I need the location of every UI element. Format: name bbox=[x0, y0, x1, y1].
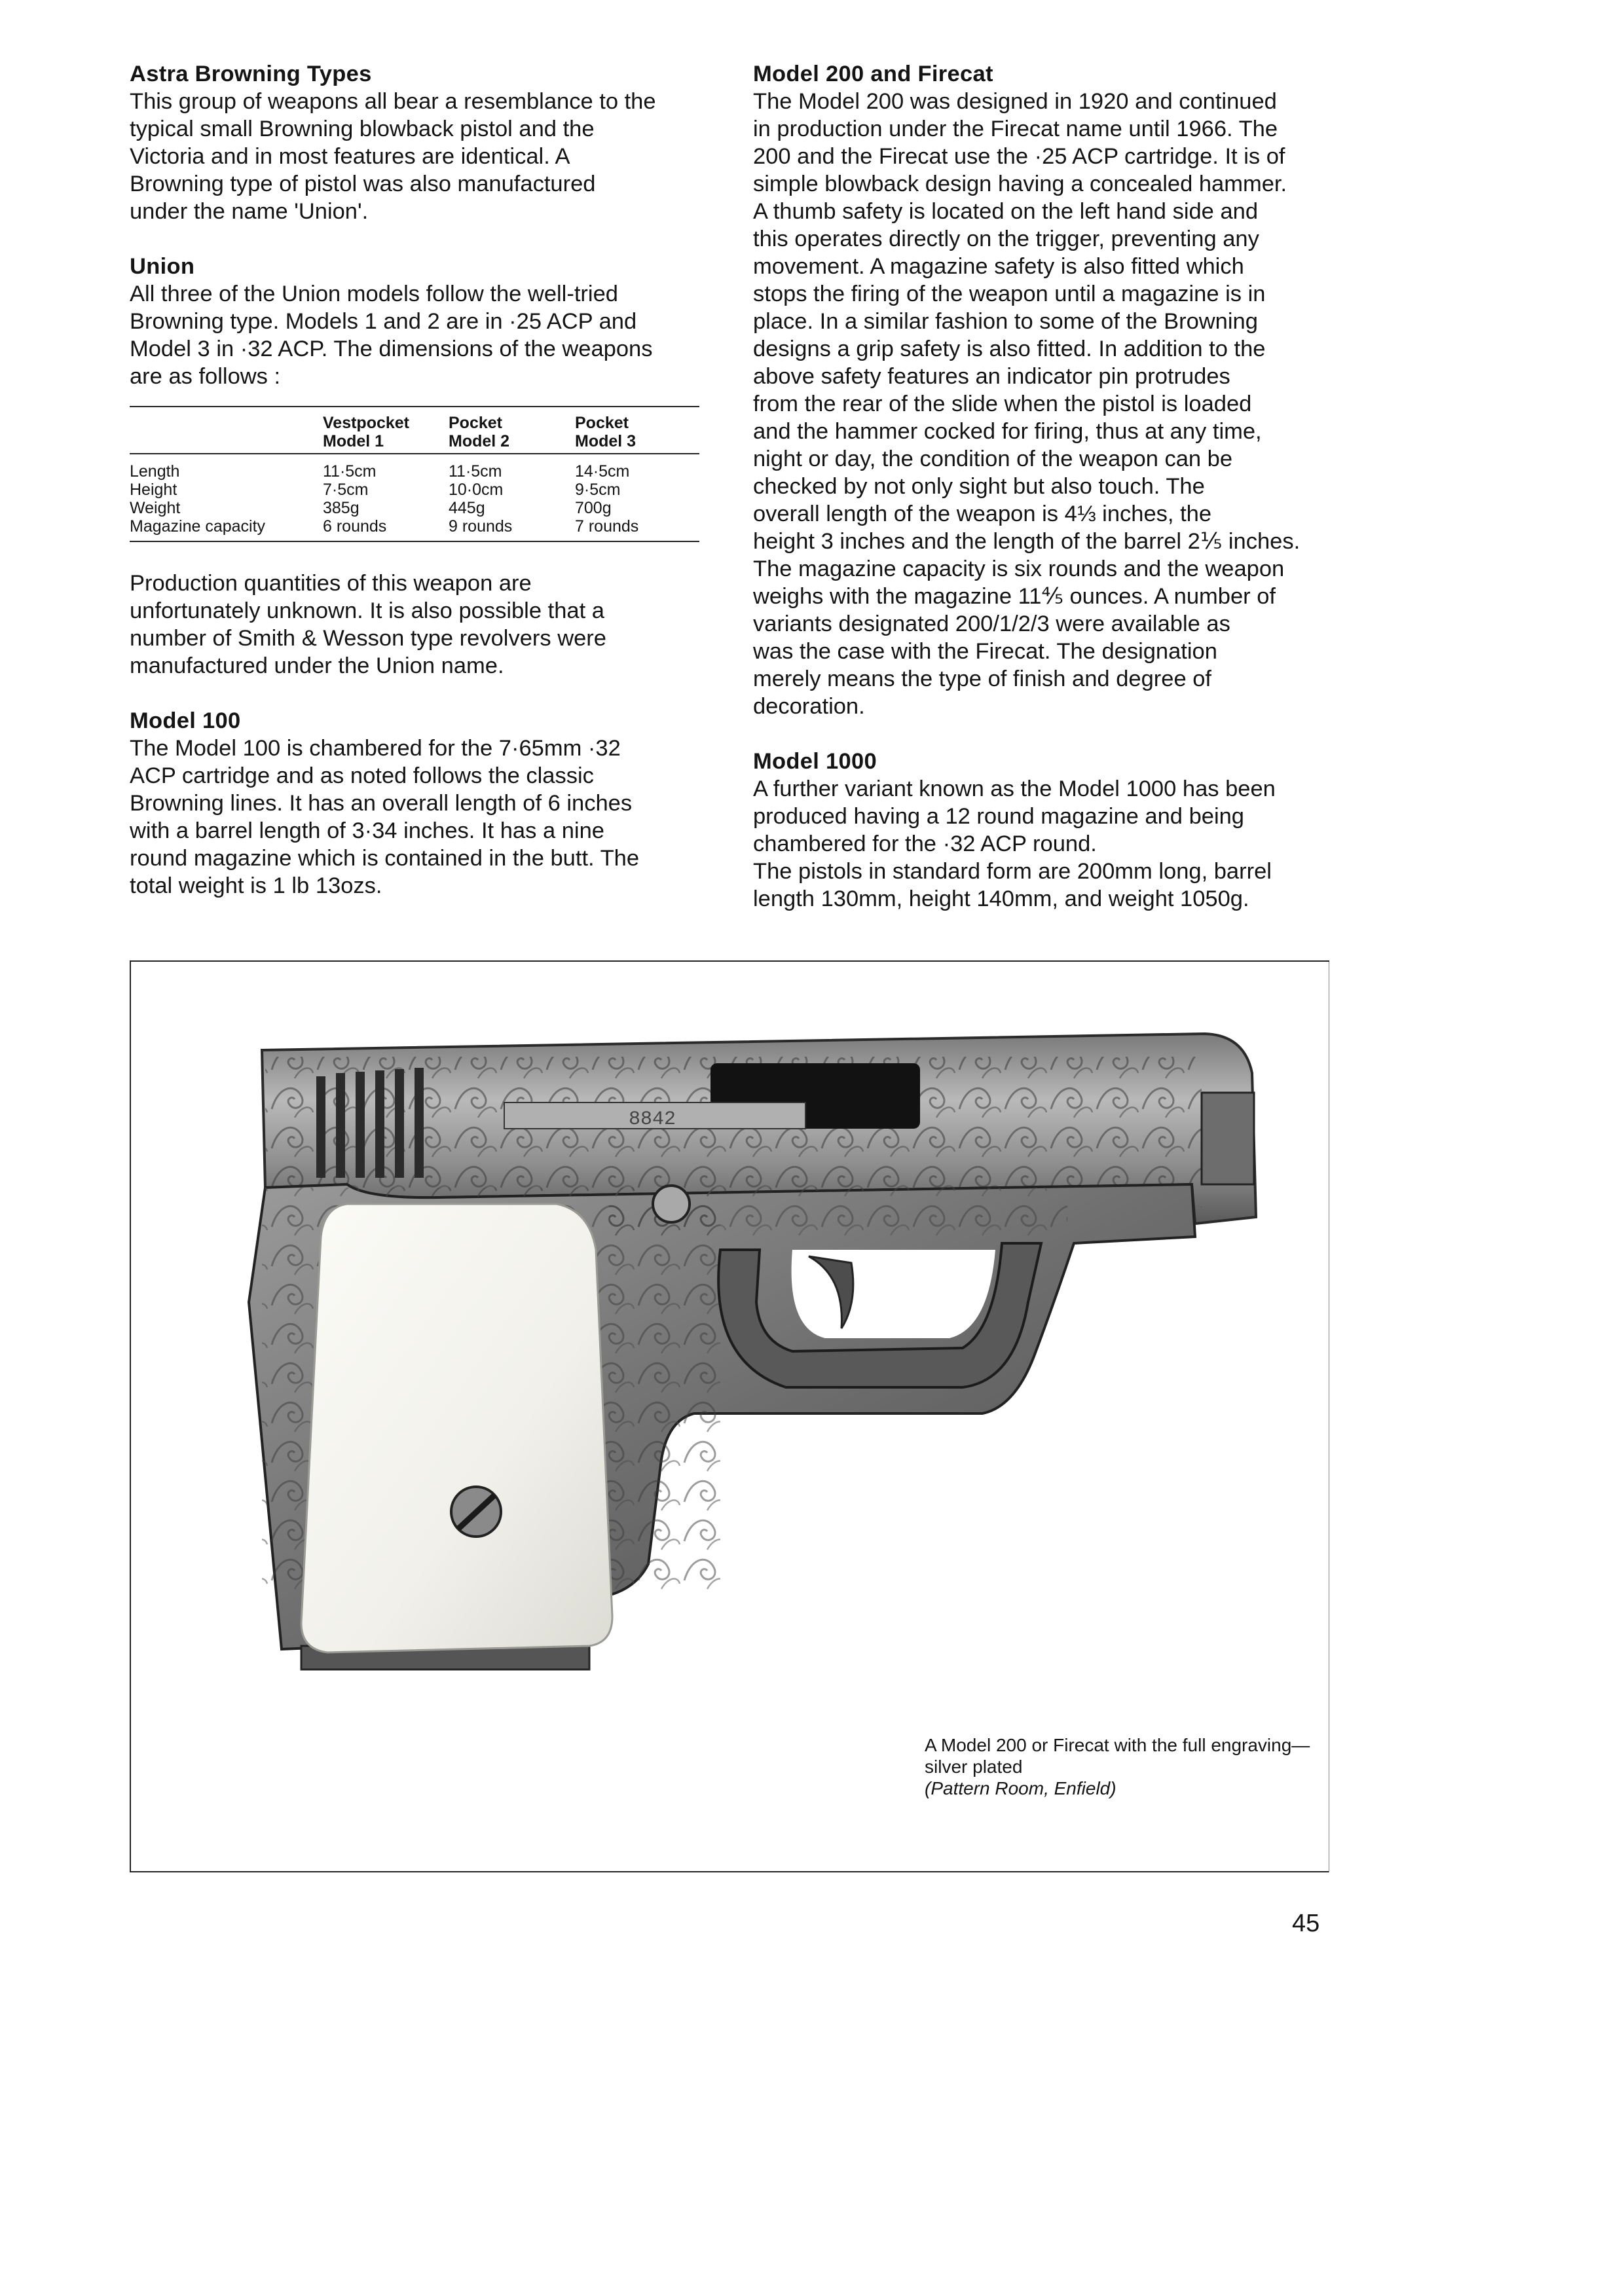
model200-line: overall length of the weapon is 4⅓ inches, the bbox=[753, 501, 1212, 526]
model200-line: night or day, the condition of the weapon can be bbox=[753, 446, 1233, 471]
section-heading-model-100: Model 100 bbox=[130, 708, 241, 733]
production-line-4: manufactured under the Union name. bbox=[130, 653, 504, 678]
thumb-safety-pin bbox=[653, 1186, 690, 1222]
union-dimensions-table bbox=[130, 406, 699, 542]
model200-line: in production under the Firecat name until 1966. The bbox=[753, 117, 1278, 141]
model1000-line: The pistols in standard form are 200mm long, barrel bbox=[753, 859, 1272, 884]
model200-line: variants designated 200/1/2/3 were available as bbox=[753, 611, 1230, 636]
model1000-line: chambered for the ·32 ACP round. bbox=[753, 831, 1097, 856]
model200-line: decoration. bbox=[753, 694, 865, 719]
model100-line-4: with a barrel length of 3·34 inches. It has a nine bbox=[130, 818, 604, 843]
astra-line-5: under the name 'Union'. bbox=[130, 199, 369, 224]
astra-line-4: Browning type of pistol was also manufactured bbox=[130, 172, 596, 196]
model200-line: was the case with the Firecat. The designation bbox=[753, 639, 1217, 664]
table-header-col-2: Pocket Model 2 bbox=[449, 414, 575, 454]
model200-line: this operates directly on the trigger, preventing any bbox=[753, 227, 1259, 251]
union-line-4: are as follows : bbox=[130, 364, 281, 389]
table-row: Height 7·5cm 10·0cm 9·5cm bbox=[130, 481, 621, 499]
table-header-col-3: Pocket Model 3 bbox=[575, 414, 699, 454]
model200-line: A thumb safety is located on the left hand side and bbox=[753, 199, 1259, 224]
model1000-line: length 130mm, height 140mm, and weight 1050g. bbox=[753, 886, 1249, 911]
model200-line: place. In a similar fashion to some of the Browning bbox=[753, 309, 1258, 334]
section-heading-union: Union bbox=[130, 254, 195, 279]
right-column bbox=[753, 60, 1329, 913]
model100-line-3: Browning lines. It has an overall length of 6 inches bbox=[130, 791, 633, 816]
model200-line: above safety features an indicator pin protrudes bbox=[753, 364, 1230, 389]
production-line-3: number of Smith & Wesson type revolvers were bbox=[130, 626, 606, 651]
model1000-line: produced having a 12 round magazine and being bbox=[753, 804, 1244, 829]
astra-line-1: This group of weapons all bear a resemblance to the bbox=[130, 89, 656, 114]
union-line-3: Model 3 in ·32 ACP. The dimensions of the weapons bbox=[130, 337, 653, 361]
section-heading-model-1000: Model 1000 bbox=[753, 749, 877, 774]
model200-line: from the rear of the slide when the pistol is loaded bbox=[753, 392, 1252, 416]
model1000-line: A further variant known as the Model 1000 has been bbox=[753, 776, 1276, 801]
figure-caption bbox=[925, 1734, 1331, 1799]
model200-line: movement. A magazine safety is also fitted which bbox=[753, 254, 1244, 279]
model200-line: height 3 inches and the length of the barrel 2⅕ inches. bbox=[753, 529, 1301, 554]
model200-line: The magazine capacity is six rounds and the weapon bbox=[753, 556, 1285, 581]
figure-frame bbox=[130, 960, 1329, 1872]
model200-line: simple blowback design having a concealed hammer. bbox=[753, 172, 1287, 196]
model100-line-6: total weight is 1 lb 13ozs. bbox=[130, 873, 382, 898]
barrel-muzzle bbox=[1202, 1093, 1254, 1184]
model200-line: The Model 200 was designed in 1920 and continued bbox=[753, 89, 1277, 114]
table-row: Length 11·5cm 11·5cm 14·5cm bbox=[130, 462, 630, 481]
table-row: Magazine capacity 6 rounds 9 rounds 7 rounds bbox=[130, 517, 639, 536]
slide-serial-marking: 8842 bbox=[629, 1108, 676, 1131]
table-row: Weight 385g 445g 700g bbox=[130, 499, 612, 517]
table-header-col-1: Vestpocket Model 1 bbox=[323, 414, 449, 454]
union-line-1: All three of the Union models follow the well-tried bbox=[130, 282, 618, 306]
union-line-2: Browning type. Models 1 and 2 are in ·25 ACP and bbox=[130, 309, 637, 334]
model200-line: 200 and the Firecat use the ·25 ACP cartridge. It is of bbox=[753, 144, 1285, 169]
model100-line-5: round magazine which is contained in the butt. The bbox=[130, 846, 640, 871]
model200-line: designs a grip safety is also fitted. In addition to the bbox=[753, 337, 1266, 361]
caption-line-2: silver plated bbox=[925, 1757, 1023, 1777]
section-heading-astra-browning: Astra Browning Types bbox=[130, 62, 372, 86]
model100-line-1: The Model 100 is chambered for the 7·65mm ·32 bbox=[130, 736, 621, 761]
astra-line-2: typical small Browning blowback pistol and the bbox=[130, 117, 595, 141]
page-number: 45 bbox=[1292, 1910, 1320, 1937]
left-column bbox=[130, 60, 699, 900]
model200-line: stops the firing of the weapon until a magazine is in bbox=[753, 282, 1266, 306]
caption-credit: (Pattern Room, Enfield) bbox=[925, 1778, 1116, 1798]
astra-line-3: Victoria and in most features are identical. A bbox=[130, 144, 570, 169]
ivory-grip-panel bbox=[301, 1204, 612, 1652]
model200-line: weighs with the magazine 11⅘ ounces. A number of bbox=[753, 584, 1276, 609]
caption-line-1: A Model 200 or Firecat with the full engraving— bbox=[925, 1735, 1310, 1755]
section-heading-model-200-firecat: Model 200 and Firecat bbox=[753, 62, 993, 86]
model200-line: and the hammer cocked for firing, thus at any time, bbox=[753, 419, 1262, 444]
model200-line: checked by not only sight but also touch. The bbox=[753, 474, 1205, 499]
production-line-2: unfortunately unknown. It is also possible that a bbox=[130, 598, 604, 623]
model100-line-2: ACP cartridge and as noted follows the classic bbox=[130, 763, 594, 788]
production-line-1: Production quantities of this weapon are bbox=[130, 571, 532, 596]
model200-line: merely means the type of finish and degree of bbox=[753, 666, 1211, 691]
